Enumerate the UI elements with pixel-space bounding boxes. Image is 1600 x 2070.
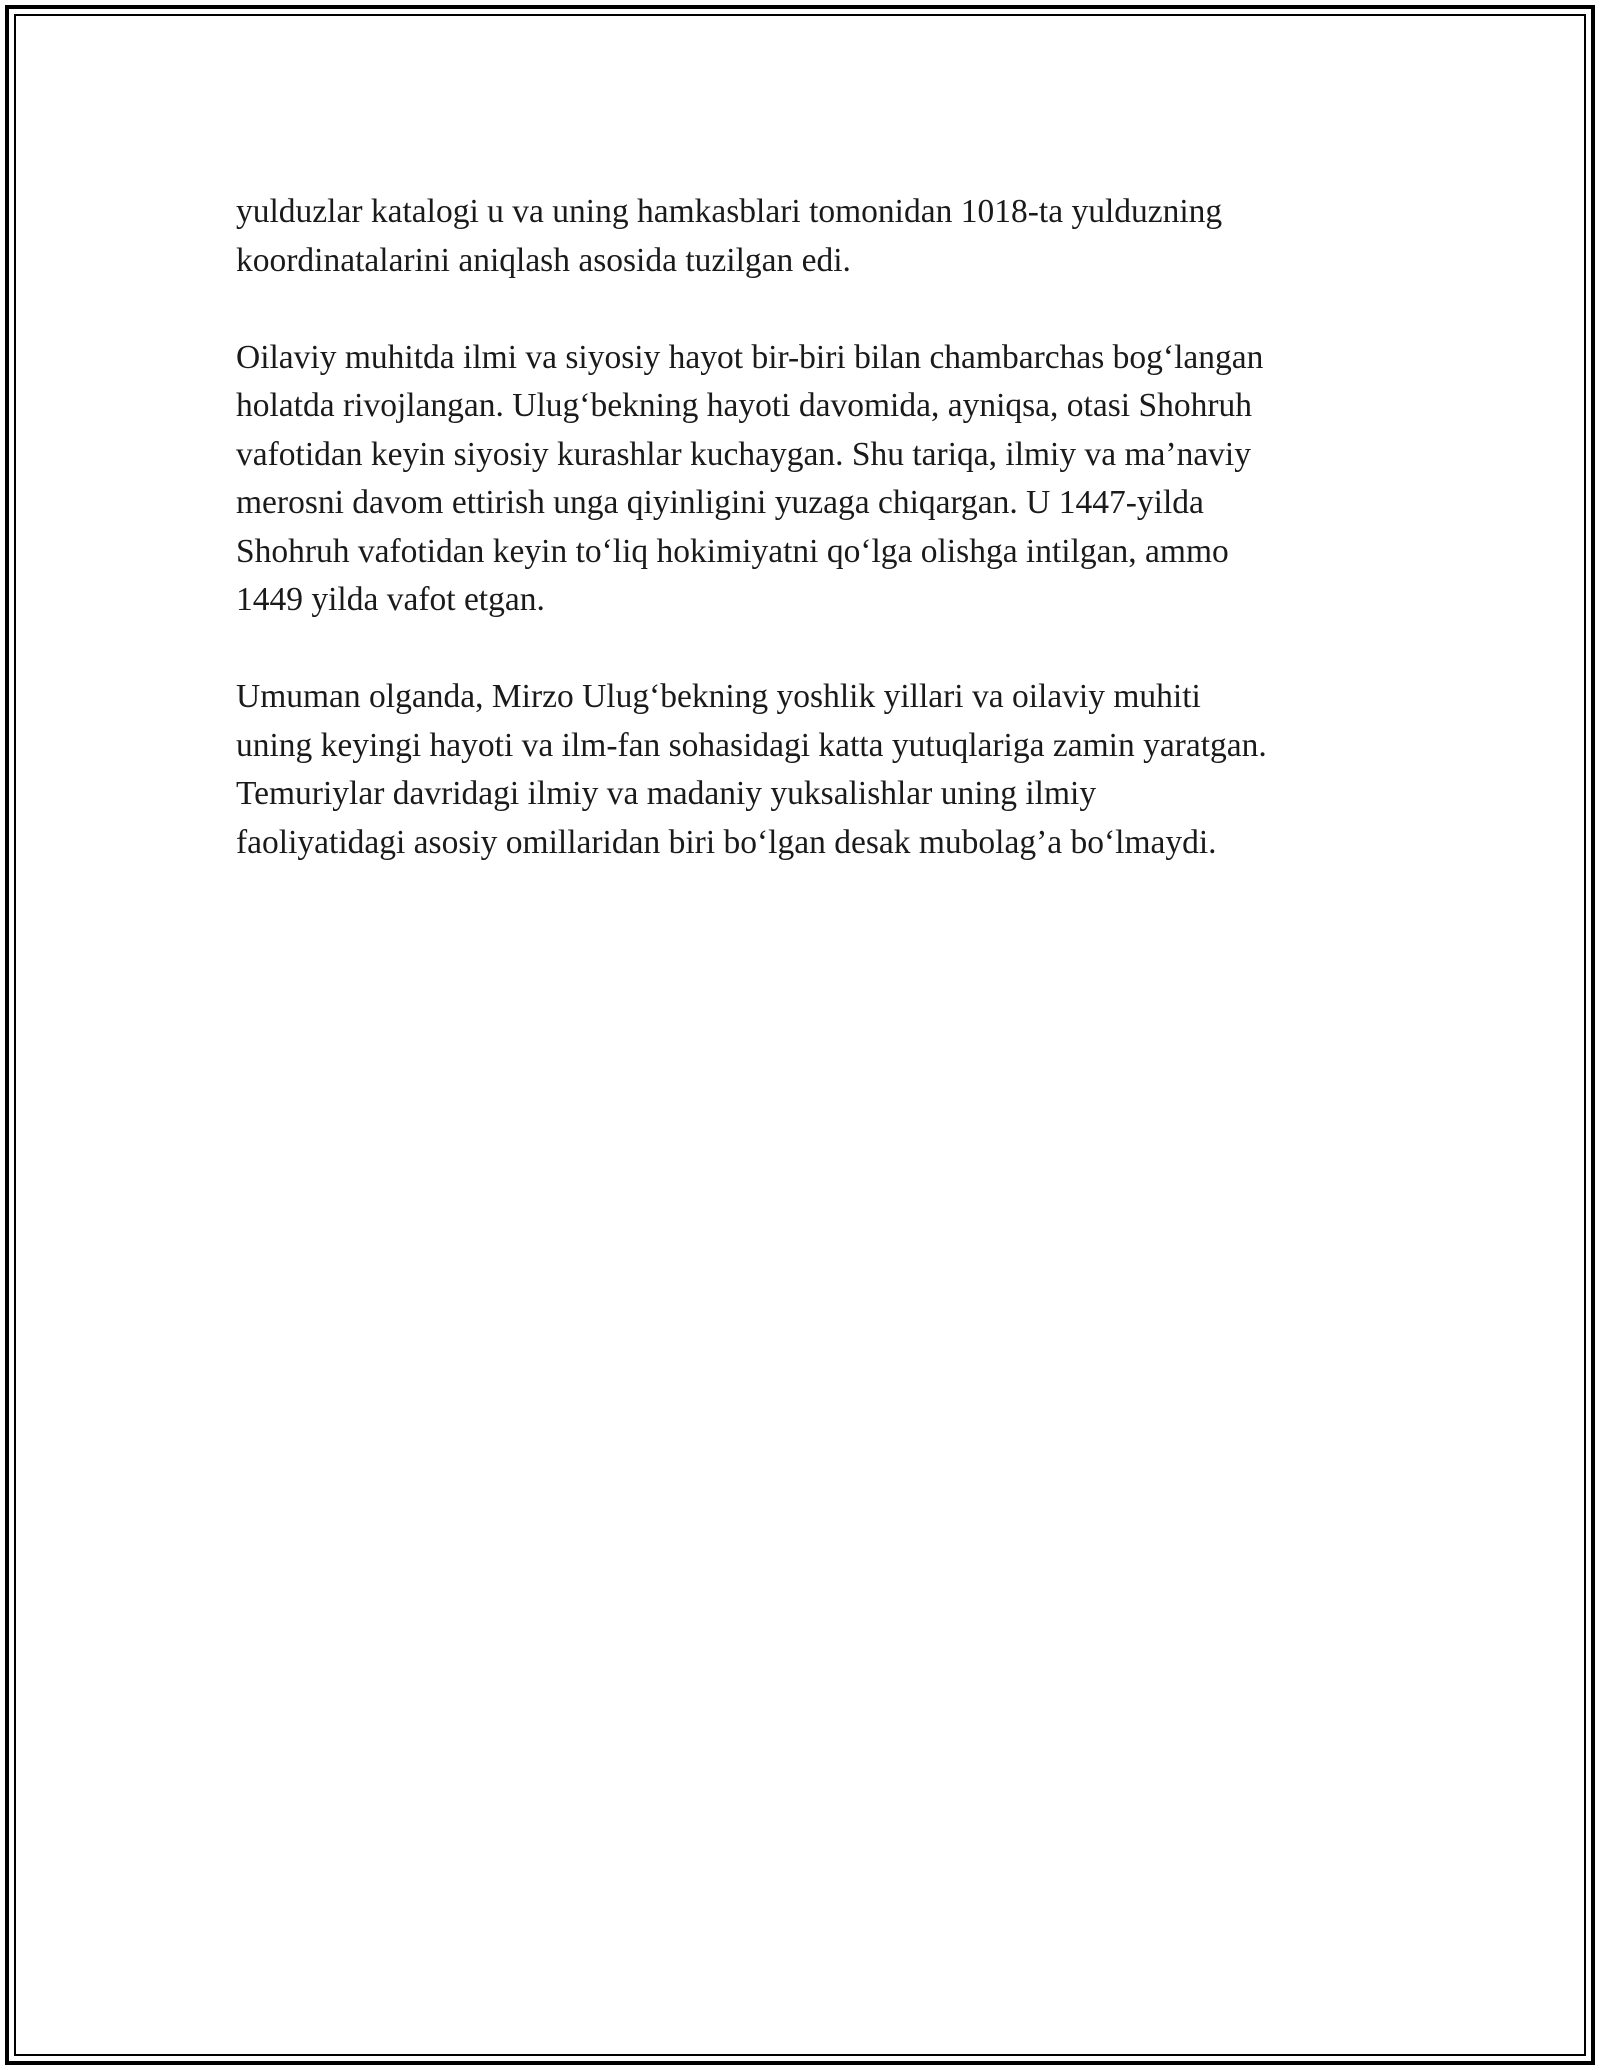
paragraph-catalog: yulduzlar katalogi u va uning hamkasblari tomonidan 1018-ta yulduzning koordinatalarini aniqlash asosida tuzilgan edi. (236, 193, 1223, 279)
paragraph-conclusion: Umuman olganda, Mirzo Ulug‘bekning yoshlik yillari va oilaviy muhiti uning keyingi hayoti va ilm-fan sohasidagi katta yutuqlariga zamin yaratgan. Temuriylar davridagi ilmiy va madaniy yuksalishlar uning ilmiy faoliyatidagi asosiy omillaridan biri bo‘lgan desak mubolag’a bo‘lmaydi. (236, 678, 1267, 861)
paragraph-family-politics: Oilaviy muhitda ilmi va siyosiy hayot bir-biri bilan chambarchas bog‘langan holatda rivojlangan. Ulug‘bekning hayoti davomida, ayniqsa, otasi Shohruh vafotidan keyin siyosiy kurashlar kuchaygan. Shu tariqa, ilmiy va ma’naviy merosni davom ettirish unga qiyinligini yuzaga chiqargan. U 1447-yilda Shohruh vafotidan keyin to‘liq hokimiyatni qo‘lga olishga intilgan, ammo 1449 yilda vafot etgan. (236, 338, 1264, 618)
document-body (236, 188, 1376, 916)
